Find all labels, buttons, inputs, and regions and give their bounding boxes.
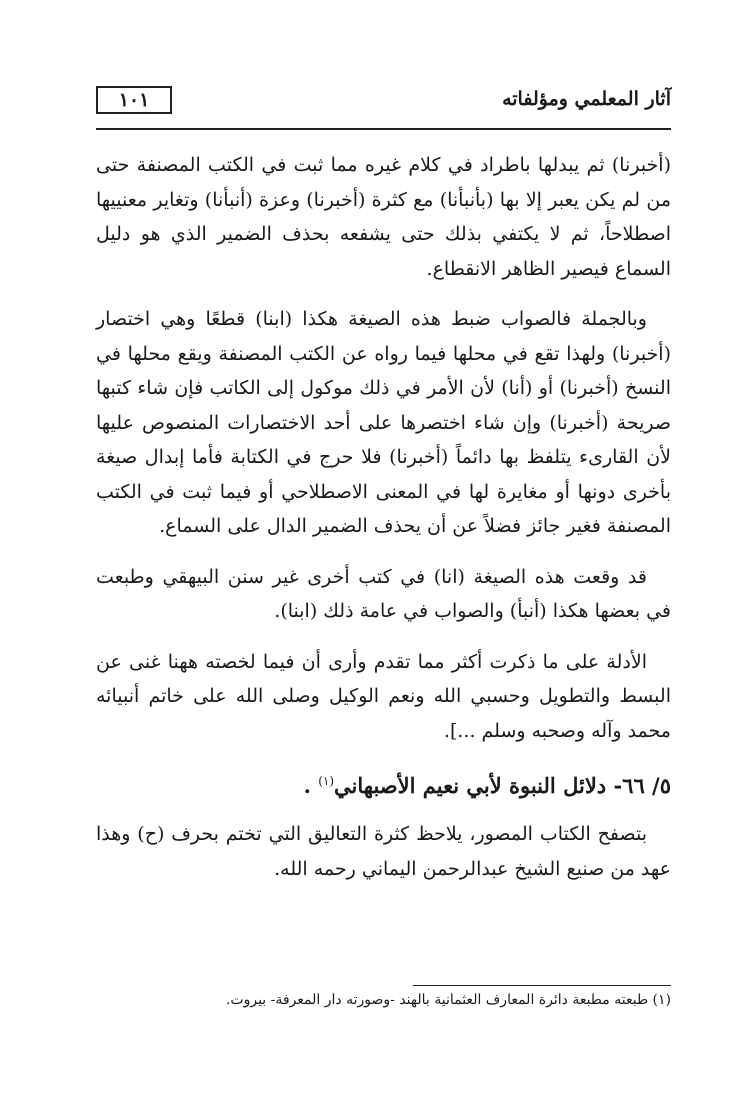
paragraph-4: الأدلة على ما ذكرت أكثر مما تقدم وأرى أن فيما لخصته ههنا غنى عن البسط والتطويل وحسبي الله ونعم الوكيل وصلى الله على خاتم أنبيائه محمد وآله وصحبه وسلم ...]. xyxy=(96,650,671,742)
section-heading-text: ٥/ ٦٦- دلائل النبوة لأبي نعيم الأصبهاني xyxy=(334,773,671,798)
paragraph-1: (أخبرنا) ثم يبدلها باطراد في كلام غيره مما ثبت في الكتب المصنفة حتى من لم يكن يعبر إلا بها (بأنبأنا) مع كثرة (أخبرنا) وعزة (أنبأنا) وتغاير معنييها اصطلاحاً، ثم لا يكتفي بذلك حتى يشفعه بحذف الضمير الذي هو دليل السماع فيصير الظاهر الانقطاع. xyxy=(96,154,671,280)
paragraph-3: قد وقعت هذه الصيغة (انا) في كتب أخرى غير سنن البيهقي وطبعت في بعضها هكذا (أنبأ) والصواب في عامة ذلك (ابنا). xyxy=(96,565,671,622)
section-heading-end: . xyxy=(303,773,311,798)
section-heading xyxy=(96,764,671,803)
paragraph-2: وبالجملة فالصواب ضبط هذه الصيغة هكذا (ابنا) قطعًا وهي اختصار (أخبرنا) ولهذا تقع في محلها فيما رواه عن الكتب المصنفة ويقع محلها في النسخ (أخبرنا) أو (أنا) لأن الأمر في ذلك موكول إلى الكاتب فإن شاء كتبها صريحة (أخبرنا) وإن شاء اختصرها على أحد الاختصارات المنصوص عليها لأن القارىء يتلفظ بها دائماً (أخبرنا) فلا حرج في الكتابة فأما إبدال صيغة بأخرى دونها أو مغايرة لها في المعنى الاصطلاحي أو فيما ثبت في الكتب المصنفة فغير جائز فضلاً عن أن يحذف الضمير الدال على السماع. xyxy=(96,308,671,537)
page-number: ١٠١ xyxy=(96,86,172,114)
footnote-marker: (١) xyxy=(318,774,335,788)
running-title: آثار المعلمي ومؤلفاته xyxy=(502,88,671,110)
section-paragraph: بتصفح الكتاب المصور، يلاحظ كثرة التعاليق التي تختم بحرف (ح) وهذا عهد من صنيع الشيخ عبدالرحمن اليماني رحمه الله. xyxy=(96,823,671,880)
body-text xyxy=(96,148,671,902)
footnote: (١) طبعته مطبعة دائرة المعارف العثمانية بالهند -وصورته دار المعرفة- بيروت. xyxy=(225,992,671,1008)
footnote-rule xyxy=(413,985,671,986)
header-rule xyxy=(96,128,671,130)
page-header xyxy=(96,86,671,122)
